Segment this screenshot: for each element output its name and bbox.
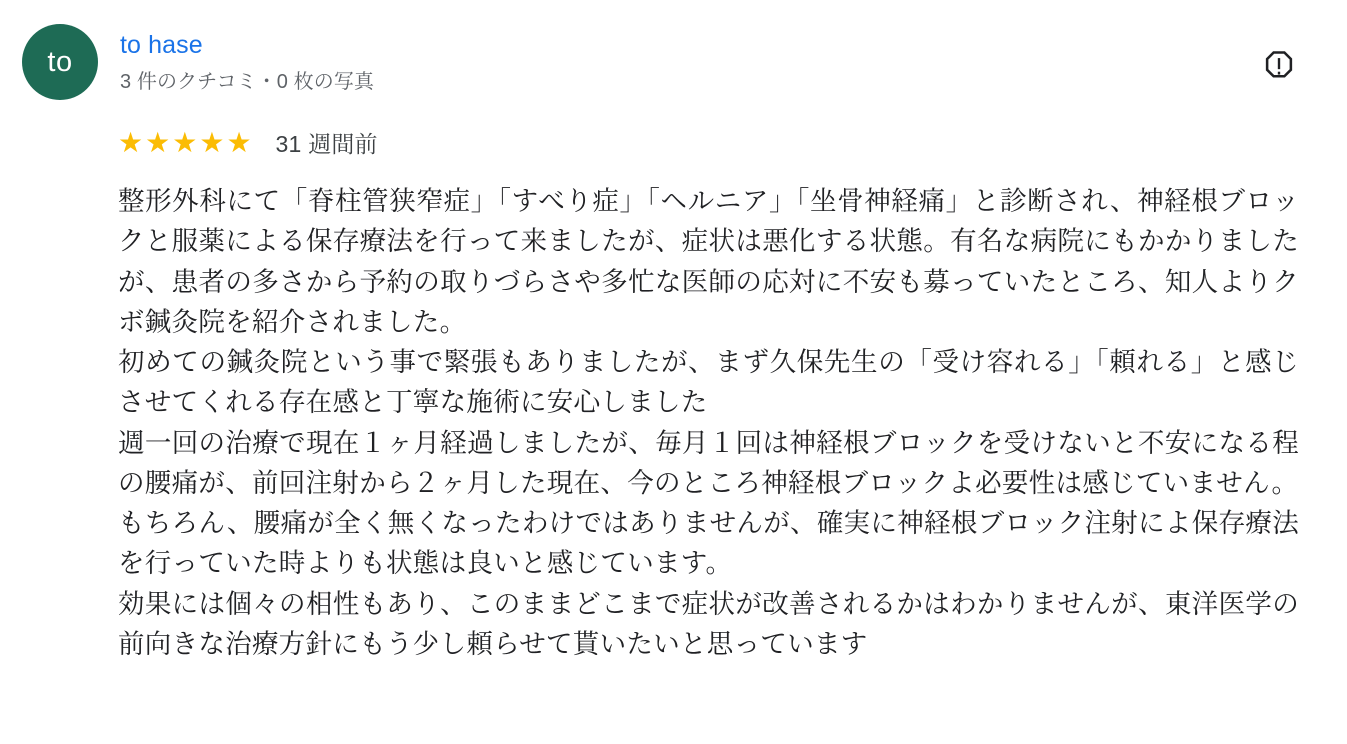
review-age: 31 週間前 — [275, 131, 378, 157]
review-paragraph: 整形外科にて「脊柱管狭窄症」「すべり症」「ヘルニア」「坐骨神経痛」と診断され、神経根ブロックと服薬による保存療法を行って来ましたが、症状は悪化する状態。有名な病院にもかかりましたが、患者の多さから予約の取りづらさや多忙な医師の応対に不安も募っていたところ、知人よりクボ鍼灸院を紹介されました。 — [118, 186, 1299, 337]
review-header — [22, 24, 1321, 100]
report-icon — [1260, 47, 1298, 85]
review-paragraph: 週一回の治療で現在１ヶ月経過しましたが、毎月１回は神経根ブロックを受けないと不安になる程の腰痛が、前回注射から２ヶ月した現在、今のところ神経根ブロックよ必要性は感じていません。 — [118, 427, 1299, 498]
review-text — [22, 181, 1321, 664]
star-icon: ★ — [226, 126, 252, 158]
review-paragraph: 効果には個々の相性もあり、このままどこまで症状が改善されるかはわかりませんが、東洋医学の前向きな治療方針にもう少し頼らせて貰いたいと思っています — [118, 588, 1299, 659]
star-rating — [118, 126, 252, 158]
author-stats: 3 件のクチコミ・0 枚の写真 — [120, 71, 375, 93]
review-paragraph: もちろん、腰痛が全く無くなったわけではありませんが、確実に神経根ブロック注射によ保存療法を行っていた時よりも状態は良いと感じています。 — [118, 508, 1299, 579]
star-icon: ★ — [172, 126, 198, 158]
report-review-button[interactable] — [1257, 44, 1301, 88]
star-icon: ★ — [118, 126, 144, 158]
review-paragraph: 初めての鍼灸院という事で緊張もありましたが、まず久保先生の「受け容れる」「頼れる」と感じさせてくれる存在感と丁寧な施術に安心しました — [118, 347, 1299, 418]
star-icon: ★ — [145, 126, 171, 158]
avatar: to — [22, 24, 98, 100]
star-icon: ★ — [199, 126, 225, 158]
rating-row — [22, 126, 1321, 159]
author-name-link[interactable]: to hase — [120, 31, 203, 59]
author-block — [120, 24, 374, 95]
